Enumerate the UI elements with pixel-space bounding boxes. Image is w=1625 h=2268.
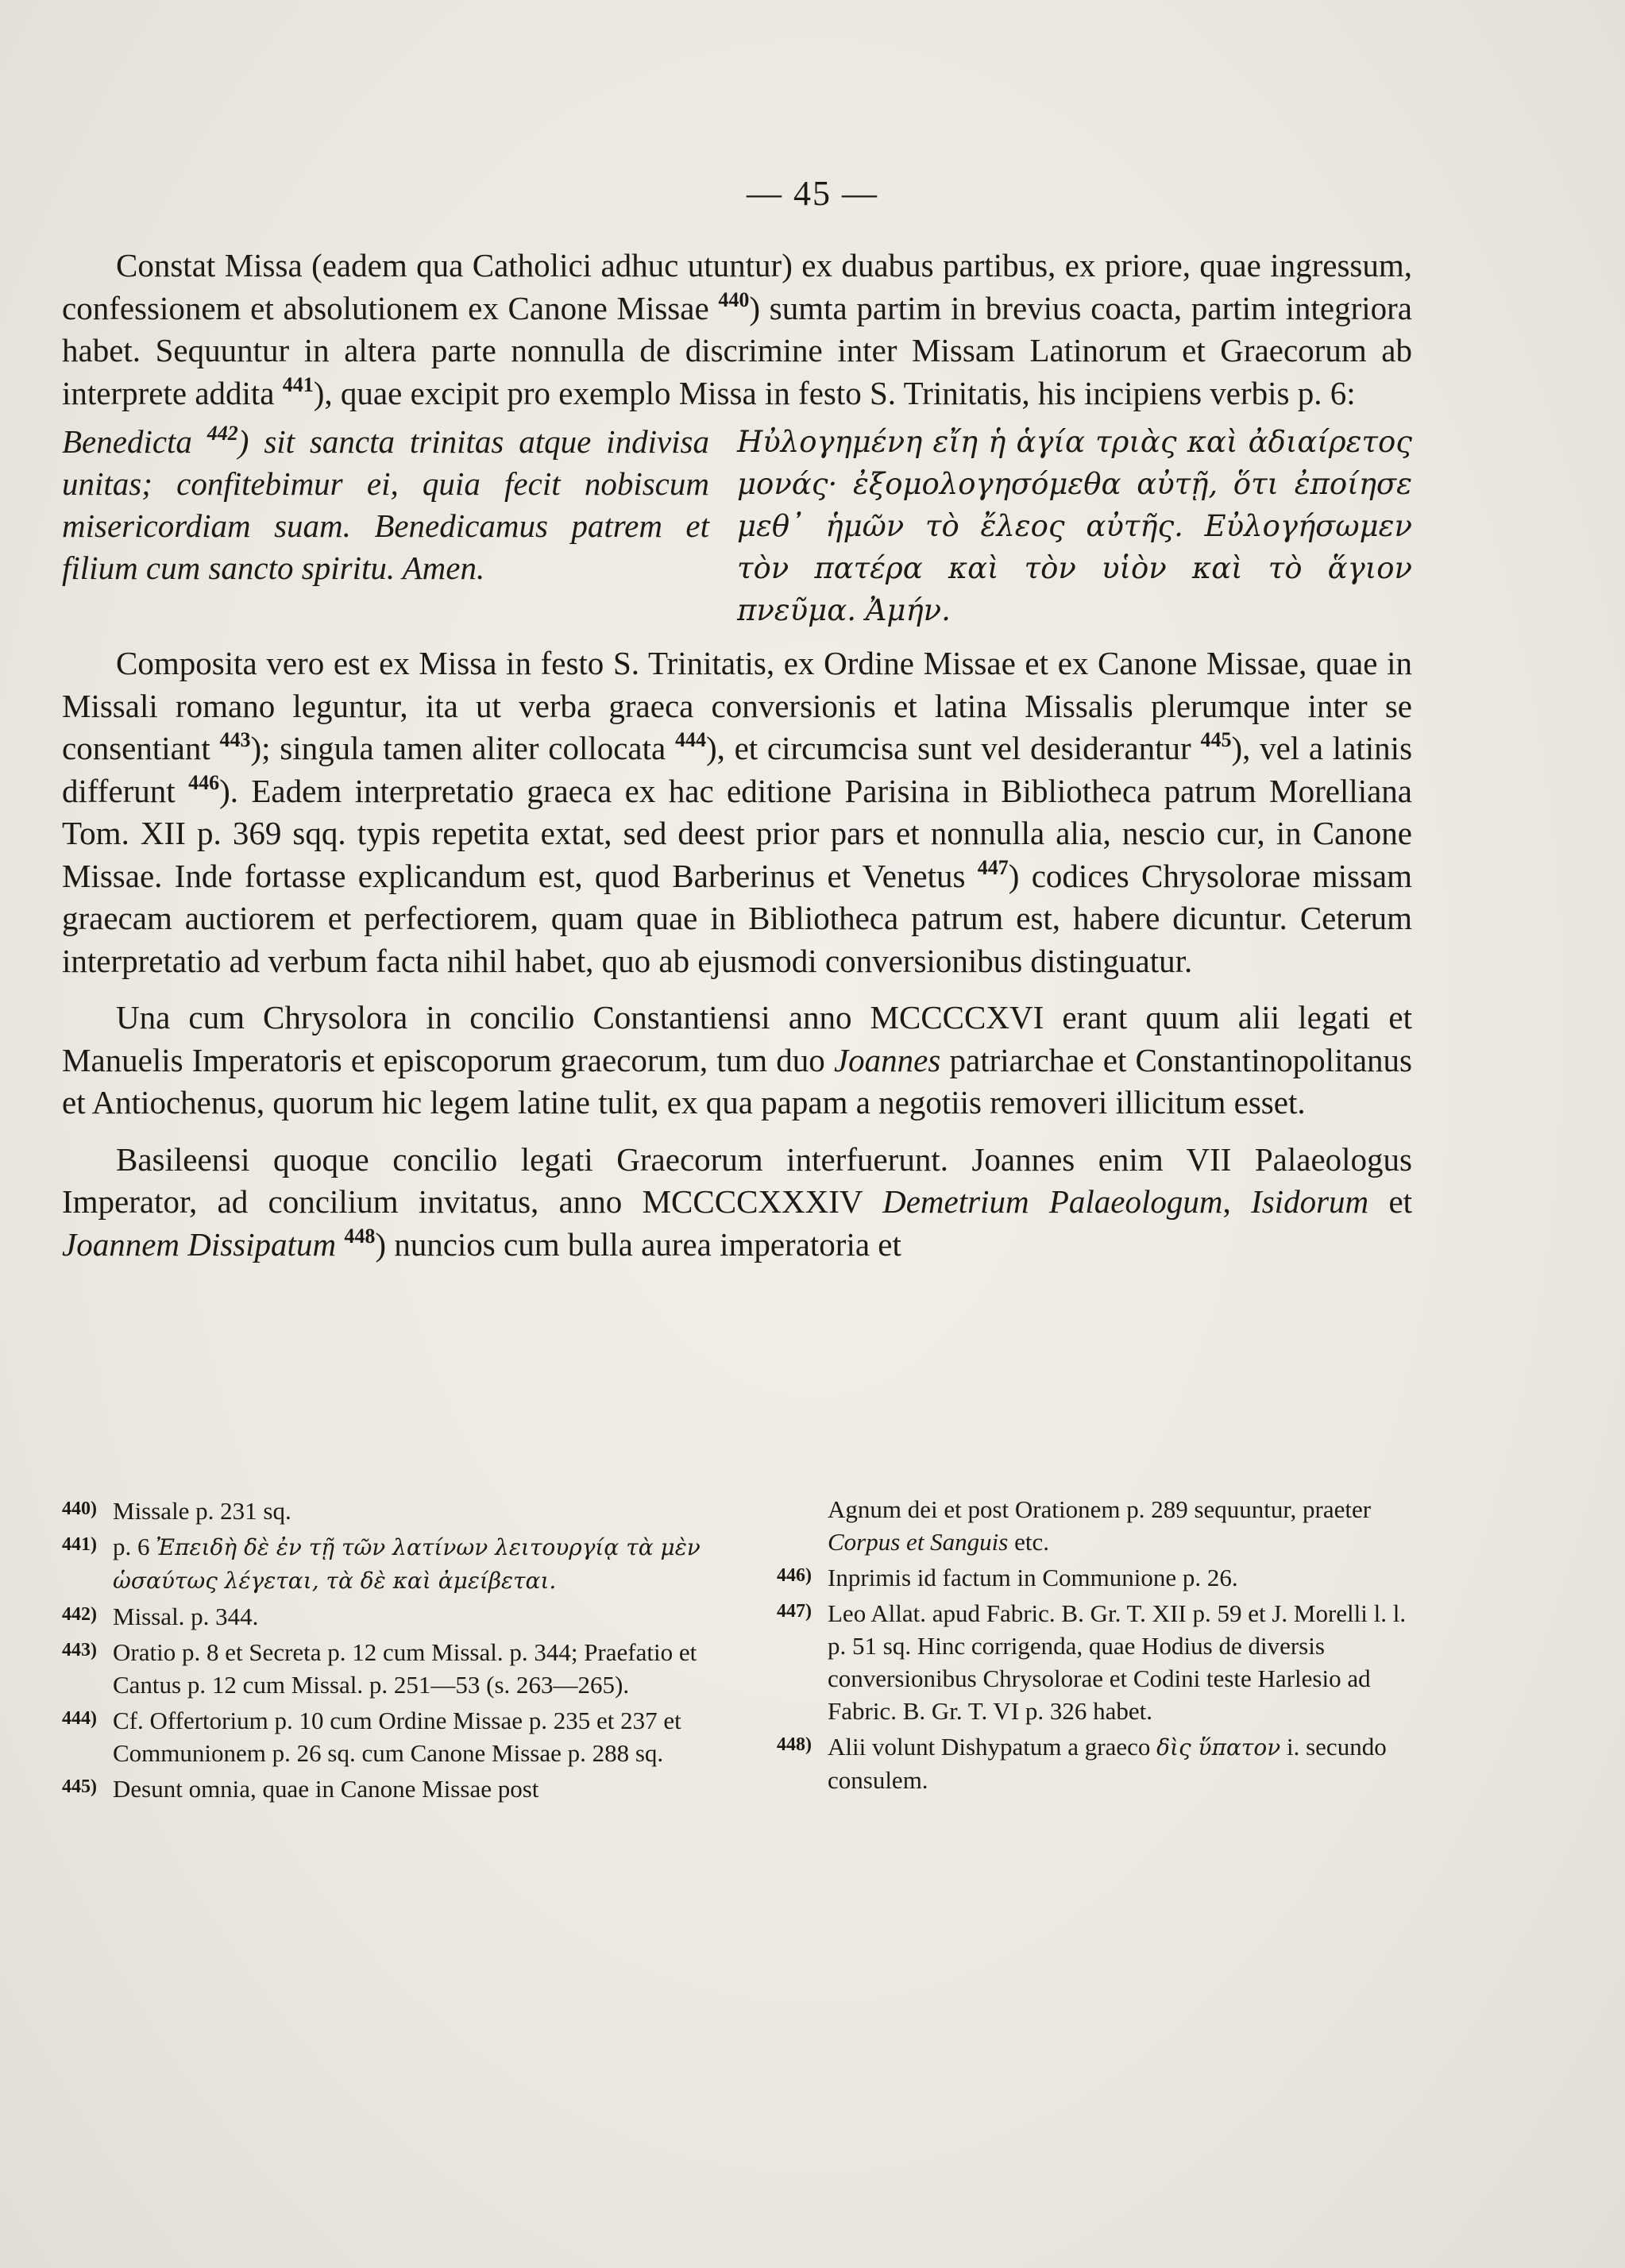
- footnote-442: [62, 1599, 713, 1633]
- footnote-446: [777, 1560, 1412, 1594]
- footnote-440-text: Missale p. 231 sq.: [113, 1497, 291, 1525]
- footnote-445-cont-italic: Corpus et Sanguis: [828, 1528, 1009, 1556]
- footnote-ref-443: 443: [219, 728, 251, 751]
- footnote-445-text: Desunt omnia, quae in Canone Missae post: [113, 1775, 539, 1803]
- paragraph-2-text-a: Composita vero est ex Missa in festo S. Trinitatis, ex Ordine Missae et ex Canone Missae, quae in Missali romano leguntur, ita ut verba graeca conversionis et latina Missalis plerumque inter se consentiant: [62, 645, 1412, 766]
- paragraph-2-text-b: ); singula tamen aliter collocata: [250, 730, 666, 766]
- footnote-ref-445: 445: [1200, 728, 1232, 751]
- paragraph-4-text-d: ) nuncios cum bulla aurea imperatoria et: [375, 1225, 901, 1263]
- paragraph-4-italic-joannem: Joannem Dissipatum: [62, 1225, 337, 1263]
- footnote-445-continuation: [777, 1493, 1412, 1558]
- paragraph-1: [62, 245, 1412, 415]
- footnote-mark-441: 441): [62, 1534, 97, 1555]
- footnote-448-text-b: i. secundo consulem.: [828, 1733, 1387, 1794]
- paragraph-4-text-a: Basileensi quoque concilio legati Graecorum interfuerunt. Joannes enim VII Palaeologus Imperator, ad concilium invitatus, anno MCCCCXXXIV: [62, 1140, 1412, 1220]
- paragraph-4-text-b: ,: [1222, 1183, 1231, 1220]
- footnote-448: [777, 1729, 1412, 1796]
- footnote-444: [62, 1703, 713, 1769]
- footnote-mark-447: 447): [777, 1601, 812, 1622]
- paragraph-2-text-d: ), vel a latinis differunt: [62, 730, 1413, 809]
- footnote-mark-443: 443): [62, 1640, 97, 1660]
- paragraph-1-text-b: ) sumta partim in brevius coacta, partim integriora habet. Sequuntur in altera parte nonnulla de discrimine inter Missam Latinorum et Graecorum ab interprete addita: [62, 289, 1412, 411]
- paragraph-4-text-c: et: [1388, 1183, 1413, 1220]
- footnote-445: [62, 1771, 713, 1805]
- footnote-447-text: Leo Allat. apud Fabric. B. Gr. T. XII p. 59 et J. Morelli l. l. p. 51 sq. Hinc corrigenda, quae Hodius de diversis conversionibus Chrysolorae et Codini teste Harlesio ad Fabric. B. Gr. T. VI p. 326 habet.: [828, 1599, 1407, 1725]
- latin-text-a: Benedicta: [62, 423, 192, 460]
- footnote-mark-444: 444): [62, 1708, 97, 1729]
- footnote-446-text: Inprimis id factum in Communione p. 26.: [828, 1564, 1238, 1591]
- footnote-442-text: Missal. p. 344.: [113, 1603, 259, 1630]
- footnote-440: [62, 1493, 713, 1527]
- footnote-mark-440: 440): [62, 1498, 97, 1519]
- footnote-mark-442: 442): [62, 1604, 97, 1625]
- footnote-448-greek: δὶς ὕπατον: [1156, 1734, 1281, 1761]
- footnote-ref-441: 441: [282, 372, 314, 396]
- footnote-448-text-a: Alii volunt Dishypatum a graeco: [828, 1733, 1151, 1761]
- footnote-ref-446: 446: [188, 770, 220, 794]
- paragraph-1-text-c: ), quae excipit pro exemplo Missa in festo S. Trinitatis, his incipiens verbis p. 6:: [313, 374, 1356, 411]
- footnote-444-text: Cf. Offertorium p. 10 cum Ordine Missae p. 235 et 237 et Communionem p. 26 sq. cum Canone Missae p. 288 sq.: [113, 1707, 681, 1767]
- footnote-ref-447: 447: [977, 855, 1009, 879]
- paragraph-2-text-e: ). Eadem interpretatio graeca ex hac editione Parisina in Bibliotheca patrum Morelliana Tom. XII p. 369 sqq. typis repetita extat, sed deest prior pars et nonnulla alia, nescio cur, in Canone Missae. Inde fortasse explicandum est, quod Barberinus et Venetus: [62, 772, 1412, 894]
- footnote-443: [62, 1634, 713, 1701]
- paragraph-2-text-c: ), et circumcisa sunt vel desiderantur: [705, 730, 1191, 766]
- footnotes-left-column: [62, 1493, 713, 1807]
- paragraph-3-italic-joannes: Joannes: [833, 1041, 941, 1078]
- paragraph-3-text-a: Una cum Chrysolora in concilio Constantiensi anno MCCCCXVI erant quum alii legati et Manuelis Imperatoris et episcoporum graecorum, tum duo: [62, 999, 1412, 1078]
- paragraph-2-text-f: ) codices Chrysolorae missam graecam auctiorem et perfectiorem, quam quae in Bibliotheca patrum est, habere dicuntur. Ceterum interpretatio ad verbum facta nihil habet, quo ab ejusmodi conversionibus distinguatur.: [62, 857, 1412, 979]
- footnote-445-cont-text-b: etc.: [1014, 1528, 1049, 1556]
- footnote-ref-444: 444: [674, 728, 706, 751]
- footnote-445-cont-text-a: Agnum dei et post Orationem p. 289 sequuntur, praeter: [828, 1495, 1372, 1523]
- footnote-ref-448: 448: [344, 1224, 376, 1248]
- paragraph-4-italic-isidorum: Isidorum: [1251, 1183, 1369, 1220]
- paragraph-3-text-b: patriarchae et Constantinopolitanus et Antiochenus, quorum hic legem latine tulit, ex qua papam a negotiis removeri illicitum esset.: [62, 1041, 1413, 1120]
- bilingual-prayer: [62, 421, 1412, 631]
- footnote-mark-446: 446): [777, 1565, 812, 1586]
- footnote-443-text: Oratio p. 8 et Secreta p. 12 cum Missal. p. 344; Praefatio et Cantus p. 12 cum Missal. p. 251—53 (s. 263—265).: [113, 1638, 697, 1699]
- footnotes: [62, 1493, 1412, 1807]
- footnote-441: [62, 1529, 713, 1597]
- latin-text-b: ) sit sancta trinitas atque indivisa unitas; confitebimur ei, quia fecit nobiscum misericordiam suam. Benedicamus patrem et filium cum sancto spiritu. Amen.: [62, 423, 709, 586]
- footnote-441-text: p. 6: [113, 1533, 150, 1560]
- paragraph-4-italic-demetrium: Demetrium Palaeologum: [882, 1183, 1223, 1220]
- paragraph-1-text-a: Constat Missa (eadem qua Catholici adhuc utuntur) ex duabus partibus, ex priore, quae ingressum, confessionem et absolutionem ex Canone Missae: [62, 247, 1412, 326]
- footnote-mark-445: 445): [62, 1776, 97, 1797]
- footnote-mark-448: 448): [777, 1734, 812, 1755]
- footnotes-right-column: [777, 1493, 1412, 1807]
- paragraph-2: [62, 642, 1412, 982]
- latin-column: [62, 421, 709, 631]
- paragraph-3: [62, 997, 1412, 1124]
- main-text: [62, 245, 1412, 1266]
- page-number: — 45 —: [747, 174, 878, 213]
- footnote-441-greek: Ἐπειδὴ δὲ ἐν τῇ τῶν λατίνων λειτουργίᾳ τὰ μὲν ὡσαύτως λέγεται, τὰ δὲ καὶ ἀμείβεται.: [113, 1534, 701, 1594]
- paragraph-4: [62, 1139, 1412, 1267]
- footnote-447: [777, 1595, 1412, 1727]
- footnote-ref-440: 440: [718, 287, 750, 311]
- greek-column: Ηὐλογημένη εἴη ἡ ἁγία τριὰς καὶ ἀδιαίρετος μονάς· ἐξομολογησόμεθα αὐτῇ, ὅτι ἐποίησε μεθ᾽ ἡμῶν τὸ ἔλεος αὐτῆς. Εὐλογήσωμεν τὸν πατέρα καὶ τὸν υἱὸν καὶ τὸ ἅγιον πνεῦμα. Ἀμήν.: [737, 425, 1412, 627]
- footnote-ref-442: 442: [207, 422, 238, 445]
